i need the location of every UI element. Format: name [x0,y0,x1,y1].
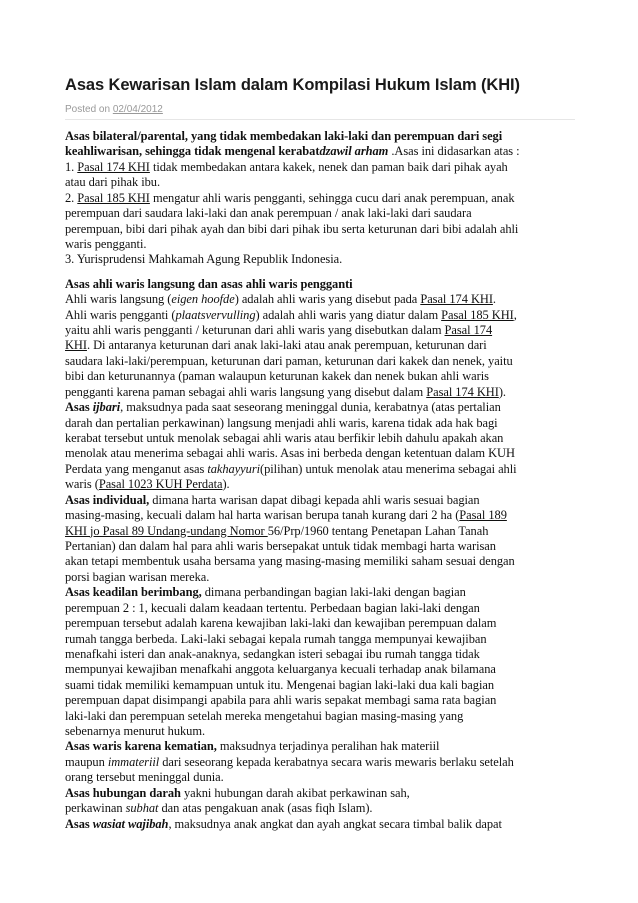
section-ijbari: Asas ijbari, maksudnya pada saat seseorang meninggal dunia, kerabatnya (atas pertalian darah dan pertalian perkawinan) langsung menjadi ahli waris, karena tidak ada hak bagi kerabat tersebut untuk menolak sebagai ahli waris atau berfikir lebih dahulu apakah akan menolak atau menerima sebagai ahli waris. Asas ini berbeda dengan ketentuan dalam KUH Perdata yang menganut asas takhayyuri(pilihan) untuk menolak atau menerima sebagai ahli waris (Pasal 1023 KUH Perdata). [65,400,517,492]
link-pasal-189[interactable]: Pasal 189 [459,508,507,523]
posted-date-link[interactable]: 02/04/2012 [112,104,163,115]
document-title: Asas Kewarisan Islam dalam Kompilasi Hukum Islam (KHI) [65,76,520,94]
heading-ijbari: ijbari [92,400,121,415]
link-pasal-174-khi[interactable]: Pasal 174 KHI [77,159,150,174]
posted-prefix: Posted on [65,104,113,115]
link-pasal-174-khi[interactable]: Pasal 174 KHI [426,384,499,399]
link-pasal-185-khi[interactable]: Pasal 185 KHI [441,307,514,322]
link-pasal-185-khi[interactable]: Pasal 185 KHI [77,190,150,205]
link-khi[interactable]: KHI [65,338,87,353]
section-wasiat-wajibah: Asas wasiat wajibah, maksudnya anak angkat dan ayah angkat secara timbal balik dapat [65,816,502,831]
link-khi-jo-pasal-89[interactable]: KHI jo Pasal 89 Undang-undang Nomor [65,523,268,538]
post-meta [65,104,575,120]
article-body [65,129,575,832]
heading-hubungan-darah: Asas hubungan darah [65,785,181,800]
section-individual: Asas individual, dimana harta warisan dapat dibagi kepada ahli waris sesuai bagian masing-masing, kecuali dalam hal harta warisan berupa tanah kurang dari 2 ha (Pasal 189 KHI jo Pasal 89 Undang-undang Nomor 56/Prp/1960 tentang Penetapan Lahan Tanah Pertanian) dan dalam hal para ahli waris bersepakat untuk tidak membagi harta warisan akan tetapi membentuk usaha bersama yang masing-masing memiliki saham sesuai dengan porsi bagian warisan mereka. [65,492,515,584]
section-waris-kematian: Asas waris karena kematian, maksudnya terjadinya peralihan hak materiil maupun immateriil dari seseorang kepada kerabatnya secara waris mewaris berlaku setelah orang tersebut meninggal dunia. [65,739,514,785]
document-page [65,76,575,832]
section-hubungan-darah: Asas hubungan darah yakni hubungan darah akibat perkawinan sah, perkawinan subhat dan atas pengakuan anak (asas fiqh Islam). [65,785,410,816]
heading-bilateral: Asas bilateral/parental, yang tidak membedakan laki-laki dan perempuan dari segi [65,129,503,143]
heading-wasiat-wajibah: wasiat wajibah [92,816,169,831]
heading-waris-kematian: Asas waris karena kematian, [65,739,217,754]
link-pasal-174-khi[interactable]: Pasal 174 KHI [420,292,493,307]
section-ahli-waris: Asas ahli waris langsung dan asas ahli waris pengganti Ahli waris langsung (eigen hoofde) adalah ahli waris yang disebut pada Pasal 174 KHI. Ahli waris pengganti (plaatsvervulling) adalah ahli waris yang diatur dalam Pasal 185 KHI, yaitu ahli waris pengganti / keturunan dari ahli waris yang disebutkan dalam Pasal 174 KHI. Di antaranya keturunan dari anak laki-laki atau anak perempuan, keturunan dari saudara laki-laki/perempuan, keturunan dari paman, keturunan dari kakek dan nenek, yaitu bibi dan keturunannya (paman walaupun keturunan kakek dan nenek bukan ahli waris pengganti karena paman sebagai ahli waris langsung yang disebut dalam Pasal 174 KHI). [65,276,517,399]
section-keadilan-berimbang: Asas keadilan berimbang, dimana perbandingan bagian laki-laki dengan bagian perempuan 2 : 1, kecuali dalam keadaan tertentu. Perbedaan bagian laki-laki dengan perempuan tersebut adalah karena kewajiban laki-laki dan kewajiban perempuan dalam rumah tangga berbeda. Laki-laki sebagai kepala rumah tangga mempunyai kewajiban menafkahi isteri dan anak-anaknya, sedangkan isteri sebagai ibu rumah tangga tidak mempunyai kewajiban menafkahi anggota keluarganya kecuali terhadap anak bilamana suami tidak memiliki kemampuan untuk itu. Mengenai bagian laki-laki dua kali bagian perempuan dapat disimpangi apabila para ahli waris sepakat membagi sama rata bagian laki-laki dan perempuan setelah mereka mengetahui bagian masing-masing yang sebenarnya menurut hukum. [65,585,497,739]
link-pasal-174[interactable]: Pasal 174 [444,323,493,338]
section-bilateral: Asas bilateral/parental, yang tidak membedakan laki-laki dan perempuan dari segi keahliwarisan, sehingga tidak mengenal kerabatdzawil arham .Asas ini didasarkan atas : 1. Pasal 174 KHI tidak membedakan antara kakek, nenek dan paman baik dari pihak ayah atau dari pihak ibu. 2. Pasal 185 KHI mengatur ahli waris pengganti, sehingga cucu dari anak perempuan, anak perempuan dari saudara laki-laki dan anak perempuan / anak laki-laki dari saudara perempuan, bibi dari pihak ayah dan bibi dari pihak ibu serta keturunan dari bibi adalah ahli waris pengganti. 3. Yurisprudensi Mahkamah Agung Republik Indonesia. [65,129,520,267]
link-pasal-1023-kuh-perdata[interactable]: Pasal 1023 KUH Perdata [98,477,223,492]
heading-ahli-waris: Asas ahli waris langsung dan asas ahli waris pengganti [65,276,353,291]
heading-individual: Asas individual, [65,492,150,507]
heading-keadilan-berimbang: Asas keadilan berimbang, [65,585,202,600]
